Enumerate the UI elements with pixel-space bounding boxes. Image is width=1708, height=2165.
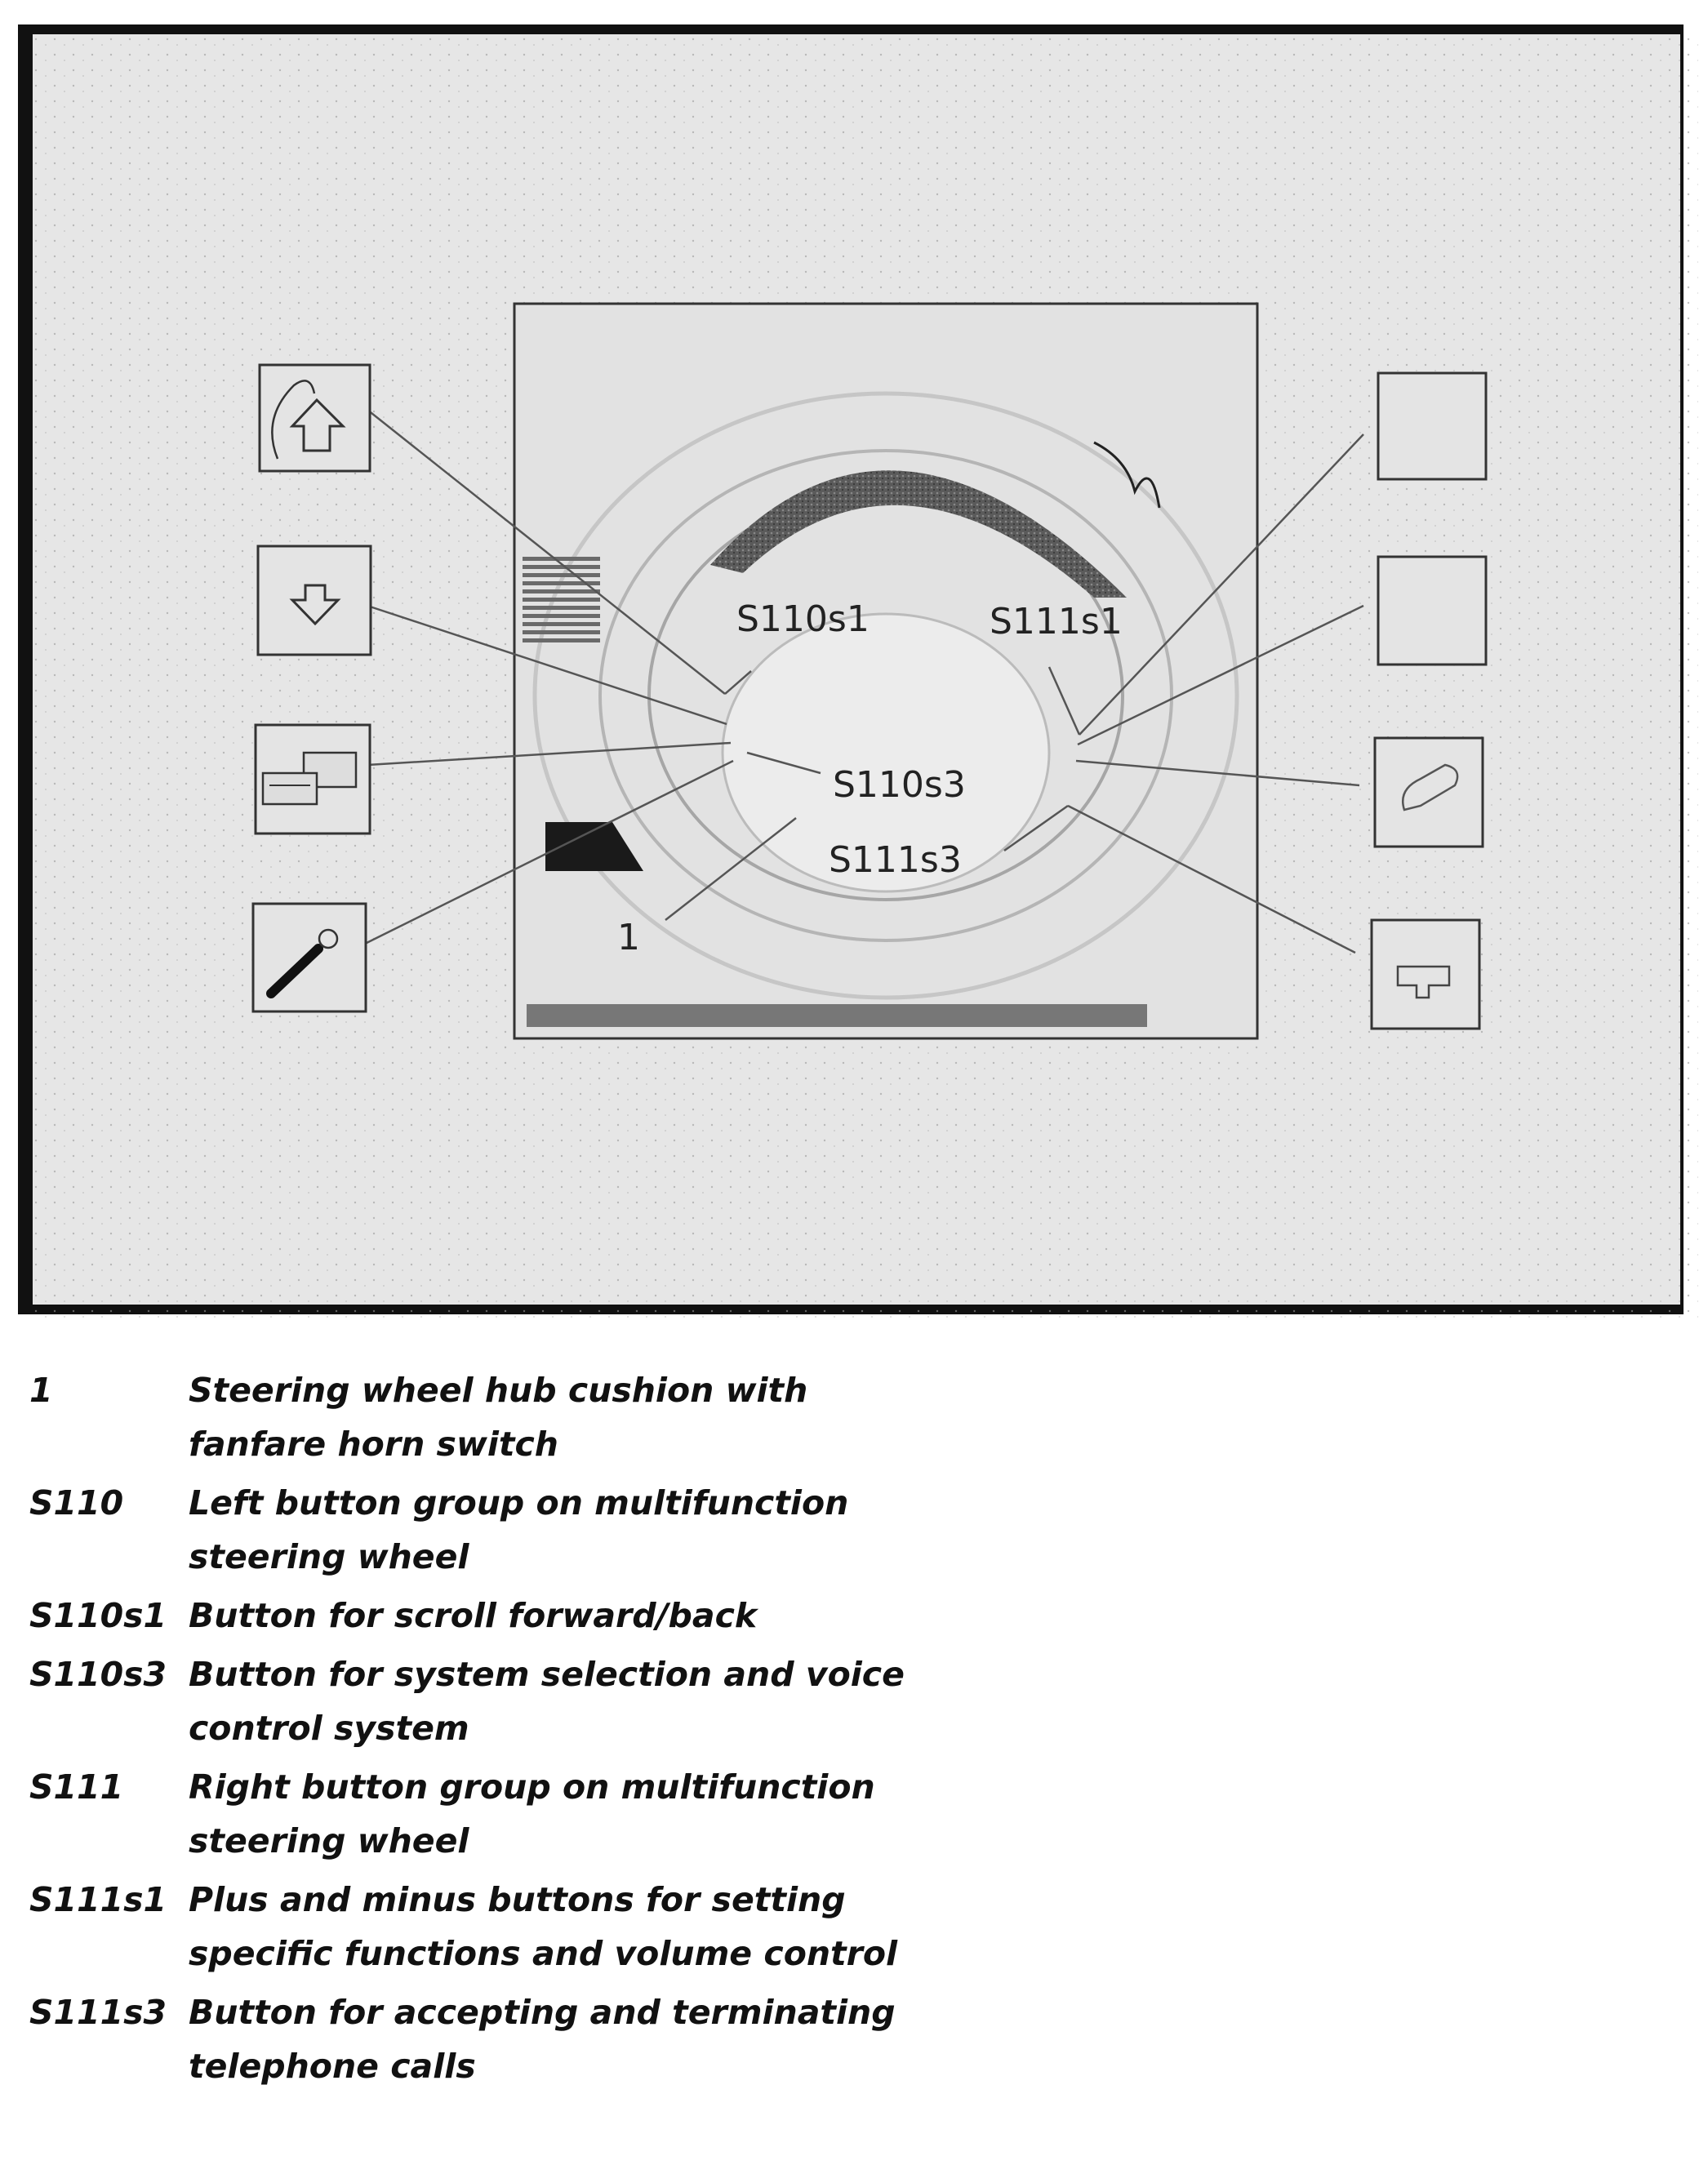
legend-code: S111s1	[29, 1880, 167, 1919]
legend-item	[29, 1476, 927, 1584]
legend-code: 1	[29, 1371, 53, 1410]
legend-description: Button for system selection and voice control system	[189, 1655, 905, 1748]
legend-description: Button for accepting and terminating telephone calls	[189, 1993, 896, 2086]
legend-code: S111	[29, 1767, 124, 1807]
legend	[29, 1363, 927, 2098]
scroll-forward-icon	[258, 546, 371, 655]
diagram-drawing	[33, 34, 1698, 1324]
legend-item	[29, 1589, 927, 1643]
accept-call-phone-icon	[1375, 738, 1483, 847]
legend-description: Steering wheel hub cushion with fanfare horn switch	[189, 1371, 808, 1464]
volume-minus-icon	[1378, 557, 1486, 665]
legend-code: S110s1	[29, 1596, 167, 1635]
legend-item	[29, 1873, 927, 1981]
legend-description: Button for scroll forward/back	[189, 1596, 758, 1635]
legend-item	[29, 1760, 927, 1868]
legend-description: Plus and minus buttons for setting specific functions and volume control	[189, 1880, 898, 1973]
legend-code: S111s3	[29, 1993, 167, 2032]
callout-item-1: 1	[617, 917, 640, 958]
callout-s111s3: S111s3	[829, 839, 962, 881]
legend-description: Left button group on multifunction steering wheel	[189, 1483, 849, 1576]
legend-code: S110s3	[29, 1655, 167, 1694]
legend-item	[29, 1647, 927, 1755]
callout-s110s3: S110s3	[833, 764, 966, 806]
scroll-back-icon	[260, 365, 370, 471]
legend-code: S110	[29, 1483, 124, 1523]
volume-plus-icon	[1378, 373, 1486, 479]
legend-item	[29, 1985, 927, 2093]
legend-item	[29, 1363, 927, 1471]
end-call-phone-icon	[1372, 920, 1479, 1029]
voice-control-microphone-icon	[253, 904, 366, 1011]
callout-s110s1: S110s1	[736, 598, 870, 640]
legend-description: Right button group on multifunction steering wheel	[189, 1767, 875, 1860]
steering-wheel-diagram	[18, 24, 1684, 1314]
callout-s111s1: S111s1	[990, 601, 1123, 642]
system-selection-icon	[256, 725, 370, 834]
